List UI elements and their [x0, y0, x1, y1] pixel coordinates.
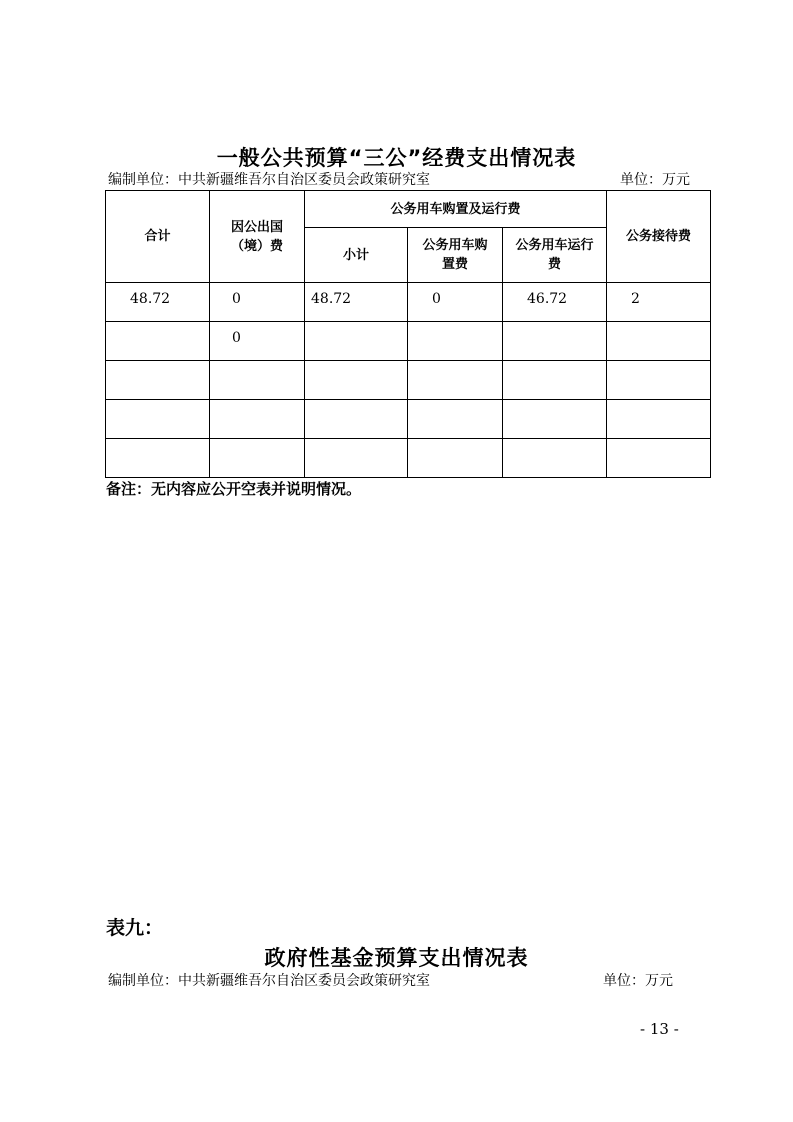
section-label: 表九： [106, 917, 164, 939]
header-abroad [210, 191, 305, 283]
table-cell [607, 322, 711, 361]
header-abroad-line2: （境）费 [230, 238, 283, 254]
unit-label: 单位：万元 [603, 973, 673, 989]
table-cell [408, 361, 503, 400]
header-running-line1: 公务用车运行 [515, 238, 594, 253]
table-cell: 2 [607, 283, 711, 322]
compiling-unit: 编制单位：中共新疆维吾尔自治区委员会政策研究室 [108, 172, 430, 188]
table-cell [607, 361, 711, 400]
three-public-expenses-table [105, 190, 711, 478]
table-cell: 0 [210, 283, 305, 322]
table-cell [408, 322, 503, 361]
table-cell: 46.72 [503, 283, 607, 322]
table-cell [305, 439, 408, 478]
header-purchase-line1: 公务用车购 [422, 238, 488, 253]
table-cell [305, 361, 408, 400]
table-cell [607, 400, 711, 439]
table-cell [408, 400, 503, 439]
compiling-unit: 编制单位：中共新疆维吾尔自治区委员会政策研究室 [108, 973, 430, 989]
header-abroad-line1: 因公出国 [230, 219, 283, 235]
header-purchase-line2: 置费 [441, 257, 468, 272]
header-subtotal: 小计 [305, 228, 408, 283]
table-cell [210, 439, 305, 478]
table-cell [305, 322, 408, 361]
table-title: 一般公共预算“三公”经费支出情况表 [216, 146, 577, 170]
table-row [106, 361, 711, 400]
table-cell: 0 [408, 283, 503, 322]
table-title: 政府性基金预算支出情况表 [264, 946, 529, 970]
table-cell: 0 [210, 322, 305, 361]
header-vehicle-running [503, 228, 607, 283]
unit-label: 单位：万元 [620, 172, 690, 188]
table-cell [210, 400, 305, 439]
table-cell [210, 361, 305, 400]
header-vehicle-group: 公务用车购置及运行费 [305, 191, 607, 228]
table-cell [305, 400, 408, 439]
page-number: - 13 - [640, 1020, 679, 1038]
table-cell: 48.72 [305, 283, 408, 322]
table-cell [106, 439, 210, 478]
table-cell [408, 439, 503, 478]
table-cell [503, 400, 607, 439]
table-cell [503, 439, 607, 478]
table-cell [106, 400, 210, 439]
header-reception: 公务接待费 [607, 191, 711, 283]
table-row [106, 283, 711, 322]
table-note: 备注：无内容应公开空表并说明情况。 [106, 480, 362, 498]
table-cell [607, 439, 711, 478]
table-cell [503, 322, 607, 361]
table-cell: 48.72 [106, 283, 210, 322]
table-cell [106, 361, 210, 400]
header-vehicle-purchase [408, 228, 503, 283]
table-row [106, 400, 711, 439]
header-running-line2: 费 [547, 257, 561, 272]
table-row [106, 439, 711, 478]
table-row [106, 322, 711, 361]
table-cell [503, 361, 607, 400]
header-total: 合计 [106, 191, 210, 283]
table-cell [106, 322, 210, 361]
